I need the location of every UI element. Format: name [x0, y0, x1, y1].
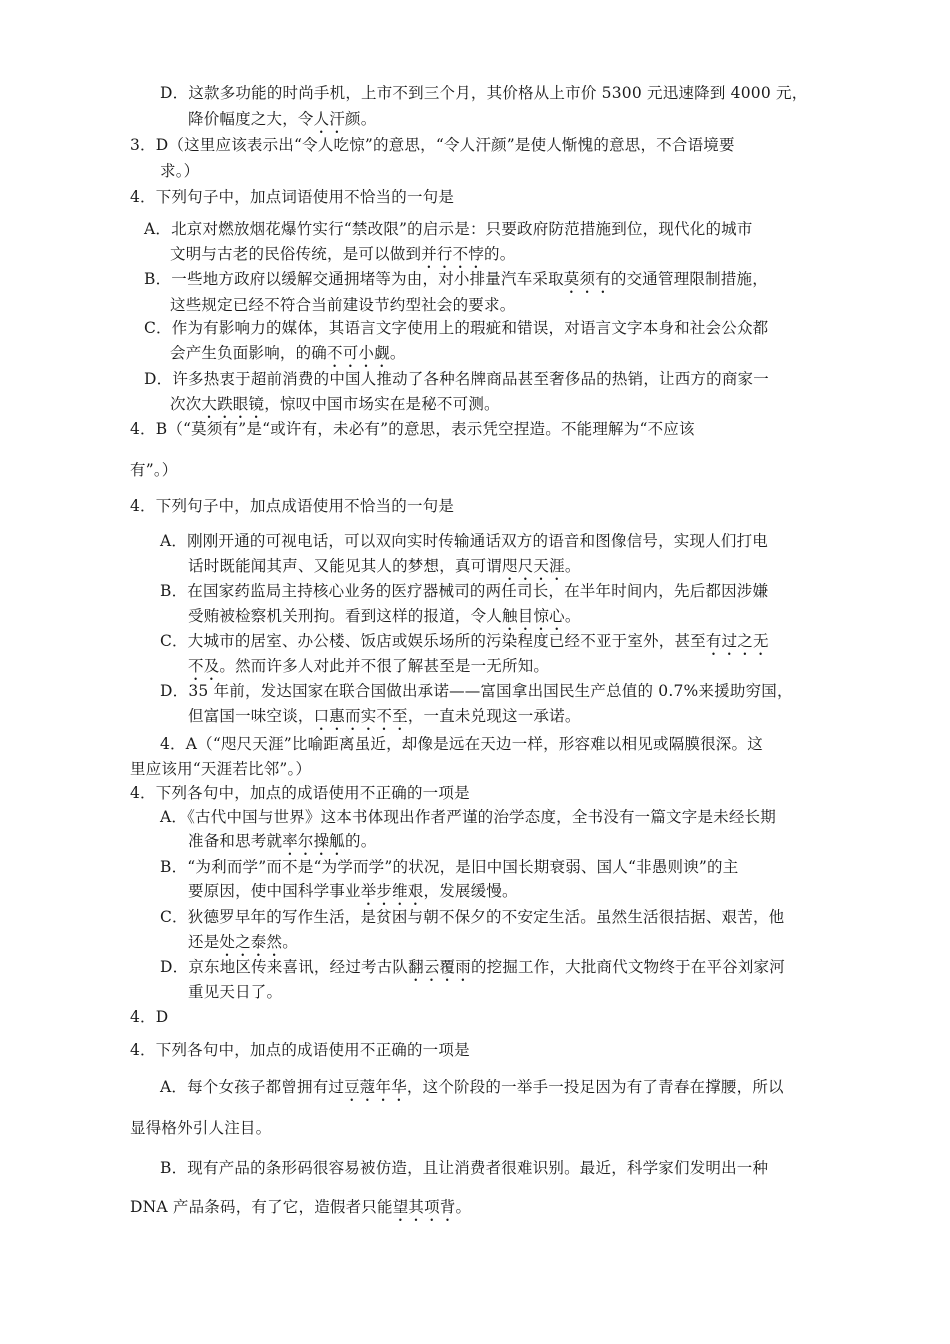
text-segment: ，发展缓慢。 — [423, 882, 518, 900]
text-segment: ，惊叹中国市场实在是秘不可测。 — [264, 395, 500, 413]
text-line — [170, 294, 515, 316]
emphasized-phrase: 并行不悖 — [421, 245, 485, 263]
text-segment: DNA 产品条码，有了它，造假者只能 — [130, 1198, 393, 1216]
text-line — [130, 495, 454, 517]
text-segment: 。 — [455, 1198, 472, 1216]
emphasized-phrase: 咫尺天涯 — [502, 557, 565, 575]
text-line — [130, 782, 470, 804]
text-segment: 。 — [564, 607, 581, 625]
text-segment: 4．下列句子中，加点成语使用不恰当的一句是 — [130, 497, 455, 515]
emphasized-phrase: 口惠而实不至 — [313, 707, 408, 725]
text-line — [188, 981, 282, 1003]
text-segment: C．作为有影响力的媒体，其语言文字使用上的瑕疵和错误，对语言文字本身和社会公众都 — [144, 319, 769, 337]
text-line — [188, 108, 376, 137]
emphasized-phrase: 举步维艰 — [360, 882, 424, 900]
emphasized-phrase: 翻云覆雨 — [408, 958, 471, 976]
text-segment: 显得格外引人注目。 — [130, 1119, 272, 1137]
text-line — [144, 368, 769, 390]
text-line — [130, 418, 695, 440]
text-segment: 准备和思考就 — [188, 832, 283, 850]
text-line — [188, 830, 376, 859]
text-line — [130, 1006, 168, 1028]
text-segment: 。然而许多人对此并不很了解甚至是一无所知。 — [219, 657, 550, 675]
text-segment: ，这个阶段的一举手一投足因为有了青春在撑腰，所以 — [406, 1078, 784, 1096]
emphasized-phrase: 率尔操觚 — [282, 832, 346, 850]
text-segment: 4．下列各句中，加点的成语使用不正确的一项是 — [130, 1041, 470, 1059]
text-line — [130, 134, 735, 156]
text-line — [160, 1076, 784, 1105]
text-line — [144, 317, 768, 339]
text-segment: C．狄德罗早年的写作生活，是贫困与朝不保夕的不安定生活。虽然生活很拮据、艰苦，他 — [160, 908, 785, 926]
text-segment: 求。） — [160, 162, 200, 180]
text-segment: B．在国家药监局主持核心业务的医疗器械司的两任司长，在半年时间内，先后都因涉嫌 — [160, 582, 769, 600]
text-segment: C．大城市的居室、办公楼、饭店或娱乐场所的污染程度已经不亚于室外，甚至 — [160, 632, 706, 650]
text-segment: 4．A（“咫尺天涯”比喻距离虽近，却像是远在天边一样，形容难以相见或隔膜很深。这 — [160, 735, 763, 753]
text-line — [160, 680, 793, 702]
text-segment: 受贿被检察机关刑拘。看到这样的报道，令人 — [188, 607, 503, 625]
text-segment: 3．D（这里应该表示出“令人吃惊”的意思，“令人汗颜”是使人惭愧的意思，不合语境要 — [130, 136, 735, 154]
text-segment: 次次 — [170, 395, 202, 413]
emphasized-phrase: 望其项背 — [392, 1198, 456, 1216]
text-segment: ，一直未兑现这一承诺。 — [407, 707, 581, 725]
text-segment: D．许多热衷于超前消费的中国人推动了各种名牌商品甚至奢侈品的热销，让西方的商家一 — [144, 370, 769, 388]
text-segment: 4．B（“莫须有”是“或许有，未必有”的意思，表示凭空捏造。不能理解为“不应该 — [130, 420, 695, 438]
text-segment: D．35 年前，发达国家在联合国做出承诺——富国拿出国民生产总值的 0.7%来援助穷国， — [160, 682, 793, 700]
emphasized-phrase: 大跌眼镜 — [201, 395, 265, 413]
text-segment: 里应该用“天涯若比邻”。） — [130, 760, 312, 778]
text-line — [188, 705, 581, 734]
text-segment: 。 — [564, 557, 581, 575]
text-segment: B．一些地方政府以缓解交通拥堵等为由，对小排量汽车采取 — [144, 270, 564, 288]
text-line — [144, 268, 768, 297]
text-segment: 的挖掘工作，大批商代文物终于在平谷刘家河 — [470, 958, 785, 976]
text-segment: 4．下列各句中，加点的成语使用不正确的一项是 — [130, 784, 470, 802]
text-line — [160, 82, 807, 104]
text-segment: 4．D — [130, 1008, 169, 1026]
text-line — [160, 906, 784, 928]
emphasized-phrase: 处之泰然 — [219, 933, 283, 951]
text-segment: 文明与古老的民俗传统，是可以做到 — [170, 245, 422, 263]
emphasized-phrase: 豆蔻年华 — [344, 1078, 407, 1096]
text-segment: A．北京对燃放烟花爆竹实行“禁改限”的启示是：只要政府防范措施到位，现代化的城市 — [144, 220, 753, 238]
text-line — [130, 186, 454, 208]
emphasized-phrase: 不可小觑 — [327, 344, 390, 362]
text-line — [160, 530, 768, 552]
text-line — [130, 758, 311, 780]
text-segment: 降价幅度之大，令 — [188, 110, 314, 128]
text-line — [188, 880, 518, 909]
emphasized-phrase: 莫须有 — [563, 270, 611, 288]
emphasized-phrase: 人汗 — [313, 110, 346, 128]
emphasized-phrase: 不及 — [188, 657, 220, 675]
text-segment: 这些规定已经不符合当前建设节约型社会的要求。 — [170, 296, 516, 314]
emphasized-phrase: 有过之无 — [705, 632, 769, 650]
text-line — [160, 1157, 768, 1179]
text-segment: 的。 — [345, 832, 377, 850]
text-segment: 。 — [389, 344, 406, 362]
text-segment: B．现有产品的条形码很容易被仿造，且让消费者很难识别。最近，科学家们发明出一种 — [160, 1159, 769, 1177]
text-line — [160, 733, 763, 755]
text-line — [144, 218, 753, 240]
text-line — [130, 459, 177, 481]
text-line — [160, 580, 768, 602]
text-segment: D．这款多功能的时尚手机，上市不到三个月，其价格从上市价 5300 元迅速降到 4000 元， — [160, 84, 808, 102]
text-segment: A．刚刚开通的可视电话，可以双向实时传输通话双方的语音和图像信号，实现人们打电 — [160, 532, 768, 550]
text-line — [160, 856, 738, 878]
text-line — [160, 806, 776, 828]
text-segment: 但富国一味空谈， — [188, 707, 314, 725]
text-line — [170, 342, 406, 371]
text-segment: 还是 — [188, 933, 220, 951]
text-segment: 话时既能闻其声、又能见其人的梦想，真可谓 — [188, 557, 503, 575]
text-line — [160, 160, 199, 182]
text-segment: A．每个女孩子都曾拥有过 — [160, 1078, 345, 1096]
text-segment: 有”。） — [130, 461, 178, 479]
text-line — [130, 1196, 471, 1225]
text-line — [130, 1039, 470, 1061]
text-segment: 颜。 — [345, 110, 377, 128]
text-segment: 的。 — [484, 245, 516, 263]
emphasized-phrase: 触目惊心 — [502, 607, 565, 625]
text-segment: 的交通管理限制措施， — [610, 270, 768, 288]
text-segment: 会产生负面影响，的确 — [170, 344, 328, 362]
text-segment: 要原因，使中国科学事业 — [188, 882, 361, 900]
text-segment: B．“为利而学”而不是“为学而学”的状况，是旧中国长期衰弱、国人“非愚则谀”的主 — [160, 858, 739, 876]
text-segment: 4．下列句子中，加点词语使用不恰当的一句是 — [130, 188, 455, 206]
text-segment: A．《古代中国与世界》这本书体现出作者严谨的治学态度，全书没有一篇文字是未经长期 — [160, 808, 776, 826]
text-segment: 重见天日了。 — [188, 983, 283, 1001]
text-segment: D．京东地区传来喜讯，经过考古队 — [160, 958, 409, 976]
text-line — [130, 1117, 271, 1139]
text-segment: 。 — [282, 933, 298, 951]
